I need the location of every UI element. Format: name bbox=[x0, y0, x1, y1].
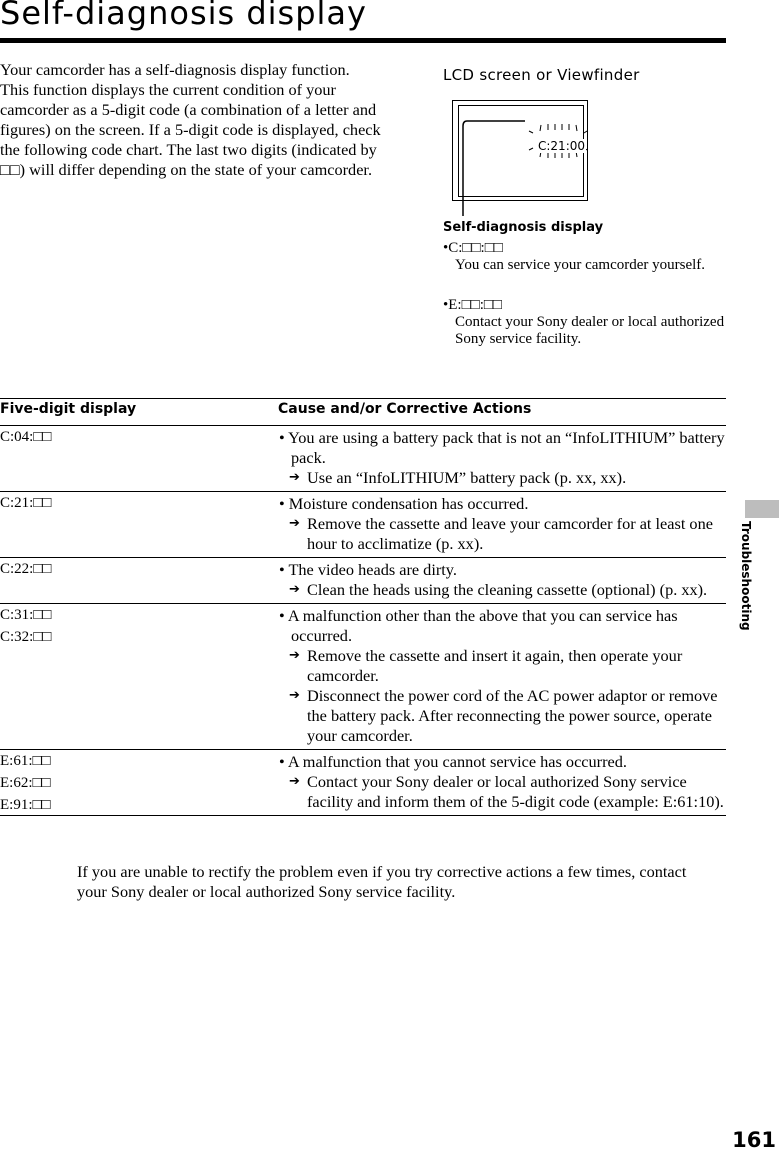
header-five-digit-display: Five-digit display bbox=[0, 401, 137, 417]
row-action: ➔ Contact your Sony dealer or local authorized Sony service facility and inform them of the 5-digit code (example: E:61:10). bbox=[289, 772, 724, 811]
row-action: ➔ Remove the cassette and leave your camcorder for at least one hour to acclimatize (p. xx). bbox=[289, 514, 713, 553]
row-action: ➔ Remove the cassette and insert it again, then operate your camcorder. bbox=[289, 646, 683, 685]
right-arrow-icon: ➔ bbox=[289, 582, 300, 597]
figure-caption: LCD screen or Viewfinder bbox=[443, 66, 640, 84]
right-arrow-icon: ➔ bbox=[289, 688, 300, 703]
figure-item-code: •C:□□:□□ bbox=[443, 240, 503, 256]
table-row bbox=[0, 557, 726, 603]
right-arrow-icon: ➔ bbox=[289, 470, 300, 485]
row-action: ➔ Clean the heads using the cleaning cassette (optional) (p. xx). bbox=[289, 580, 708, 599]
row-code: C:04:□□ bbox=[0, 429, 52, 445]
row-code: E:91:□□ bbox=[0, 797, 51, 813]
callout-line bbox=[443, 66, 543, 226]
intro-paragraph-1: Your camcorder has a self-diagnosis display function. bbox=[0, 60, 350, 79]
row-cause: • The video heads are dirty. bbox=[279, 560, 457, 579]
page-number: 161 bbox=[732, 1128, 776, 1152]
footnote-text: If you are unable to rectify the problem even if you try corrective actions a few times, contact your Sony dealer or local authorized Sony service facility. bbox=[77, 862, 687, 901]
header-cause-actions: Cause and/or Corrective Actions bbox=[278, 401, 532, 417]
figure-item-c-code bbox=[443, 240, 733, 274]
self-diagnosis-label: Self-diagnosis display bbox=[443, 220, 604, 235]
table-row bbox=[0, 425, 726, 491]
table-header bbox=[0, 398, 726, 425]
table-row bbox=[0, 603, 726, 749]
section-label: Troubleshooting bbox=[739, 521, 753, 631]
row-code: C:22:□□ bbox=[0, 561, 52, 577]
figure-item-description: You can service your camcorder yourself. bbox=[455, 257, 706, 273]
intro-text bbox=[0, 60, 385, 180]
intro-paragraph-2: This function displays the current condition of your camcorder as a 5-digit code (a combination of a letter and figures) on the screen. If a 5-digit code is displayed, check the following code chart. The last two digits (indicated by □□) will differ depending on the state of your camcorder. bbox=[0, 80, 381, 179]
right-arrow-icon: ➔ bbox=[289, 516, 300, 531]
row-cause: • A malfunction that you cannot service has occurred. bbox=[279, 752, 627, 771]
figure-item-code: •E:□□:□□ bbox=[443, 297, 502, 313]
row-code: C:32:□□ bbox=[0, 629, 52, 645]
table-row bbox=[0, 491, 726, 557]
row-cause: • A malfunction other than the above that you can service has occurred. bbox=[279, 606, 678, 645]
page-title: Self-diagnosis display bbox=[0, 0, 367, 32]
section-tab-marker bbox=[745, 500, 779, 518]
code-chart-table bbox=[0, 398, 726, 816]
lcd-figure bbox=[443, 66, 733, 347]
row-codes bbox=[0, 495, 270, 517]
row-action: ➔ Disconnect the power cord of the AC power adaptor or remove the battery pack. After reconnecting the power source, operate your camcorder. bbox=[289, 686, 718, 745]
title-rule bbox=[0, 38, 726, 43]
row-code: C:31:□□ bbox=[0, 607, 52, 623]
row-code: E:62:□□ bbox=[0, 775, 51, 791]
row-codes bbox=[0, 753, 270, 819]
row-codes bbox=[0, 607, 270, 651]
table-row bbox=[0, 749, 726, 815]
row-codes bbox=[0, 561, 270, 583]
right-arrow-icon: ➔ bbox=[289, 774, 300, 789]
row-code: E:61:□□ bbox=[0, 753, 51, 769]
right-arrow-icon: ➔ bbox=[289, 648, 300, 663]
row-code: C:21:□□ bbox=[0, 495, 52, 511]
row-cause: • You are using a battery pack that is not an “InfoLITHIUM” battery pack. bbox=[279, 428, 725, 467]
figure-item-e-code bbox=[443, 297, 733, 348]
row-codes bbox=[0, 429, 270, 451]
row-cause: • Moisture condensation has occurred. bbox=[279, 494, 529, 513]
screen-code-readout: C:21:00 bbox=[538, 139, 586, 153]
figure-item-description: Contact your Sony dealer or local authorized Sony service facility. bbox=[455, 314, 725, 347]
row-action: ➔ Use an “InfoLITHIUM” battery pack (p. xx, xx). bbox=[289, 468, 627, 487]
